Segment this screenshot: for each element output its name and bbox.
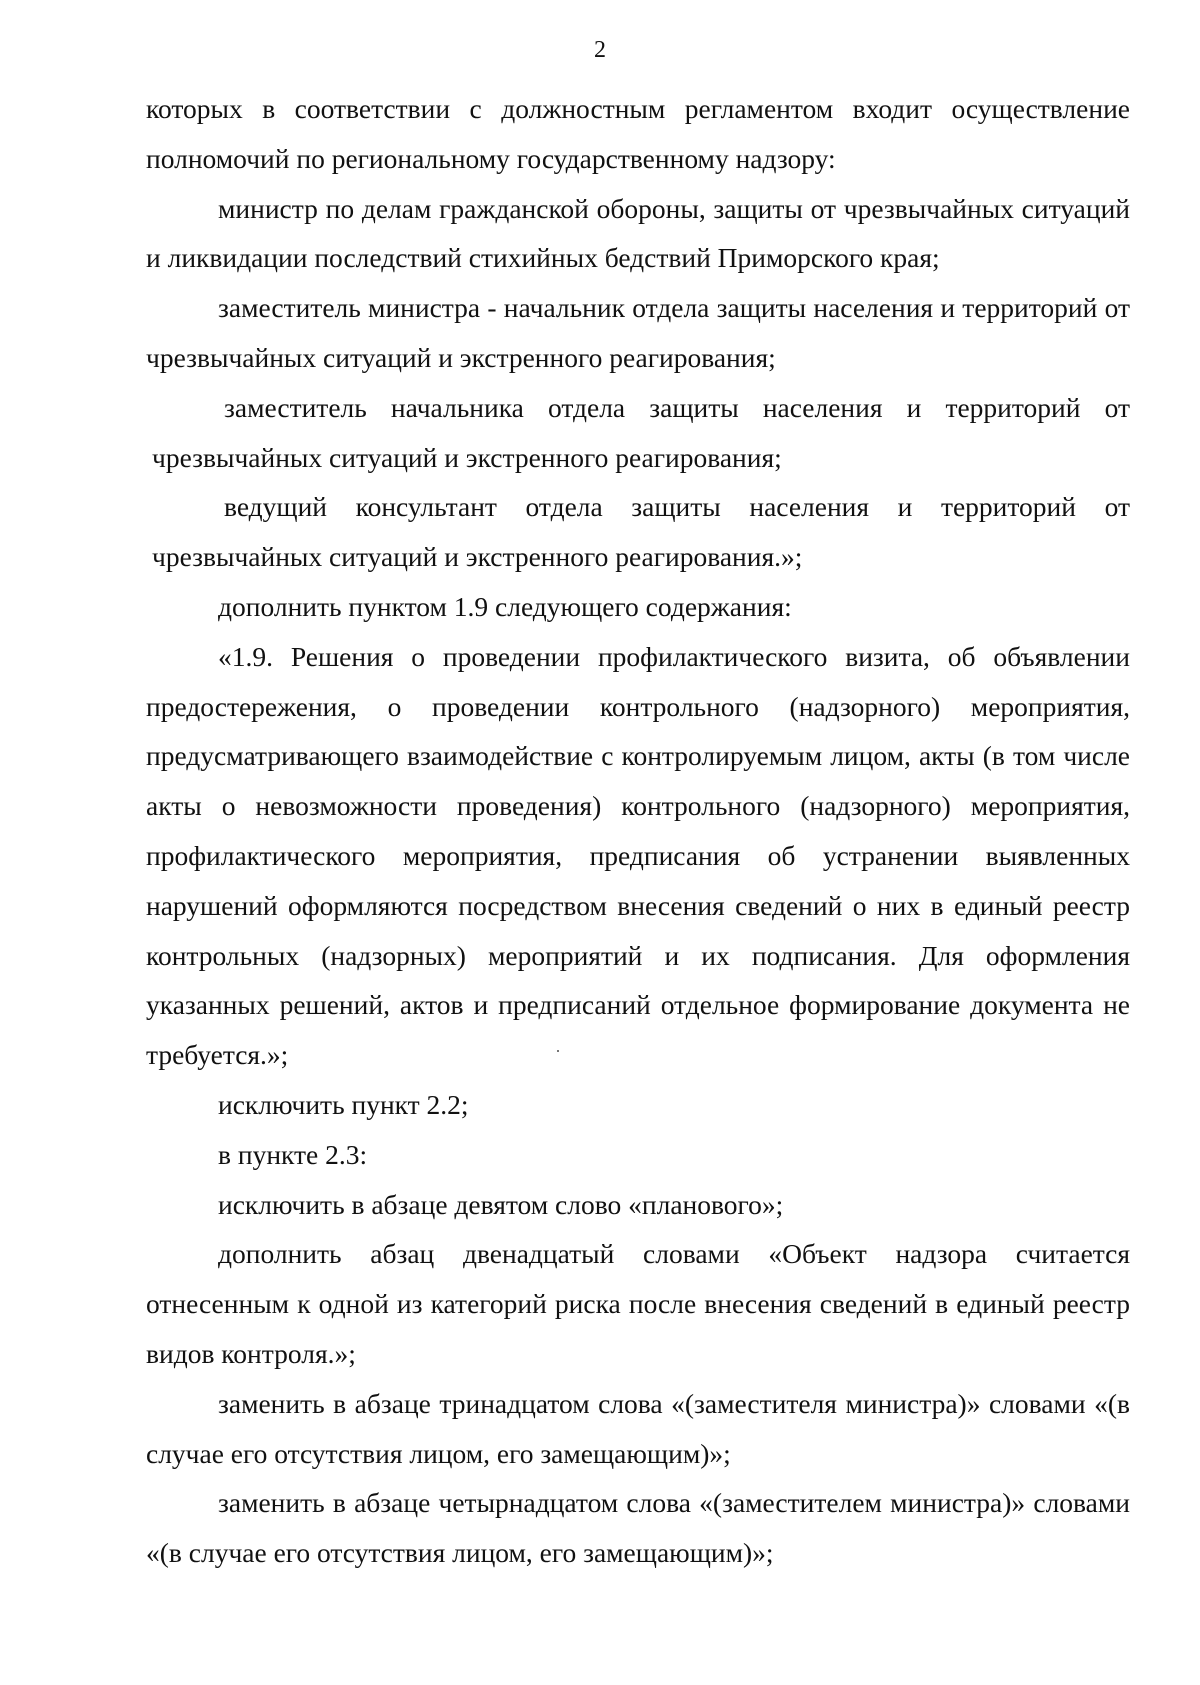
scan-speck xyxy=(557,1050,559,1052)
paragraph-lead-consultant: ведущий консультант отдела защиты населения и территорий от чрезвычайных ситуаций и экстренного реагирования.»; xyxy=(152,491,1130,573)
paragraph-add-twelfth: дополнить абзац двенадцатый словами «Объект надзора считается отнесенным к одной из категорий риска после внесения сведений в единый реестр видов контроля.»; xyxy=(146,1238,1130,1369)
paragraph-exclude-word: исключить в абзаце девятом слово «планового»; xyxy=(218,1188,784,1220)
paragraph-deputy-head: заместитель начальника отдела защиты населения и территорий от чрезвычайных ситуаций и экстренного реагирования; xyxy=(152,391,1130,473)
paragraph-deputy-minister: заместитель министра - начальник отдела защиты населения и территорий от чрезвычайных ситуаций и экстренного реагирования; xyxy=(146,292,1130,373)
page-number: 2 xyxy=(594,37,606,63)
paragraph-exclude-2-2: исключить пункт 2.2; xyxy=(218,1088,469,1120)
paragraph-add-item-1-9: дополнить пунктом 1.9 следующего содержания: xyxy=(218,590,792,622)
document-body xyxy=(146,84,1130,1578)
paragraph-item-2-3: в пункте 2.3: xyxy=(218,1138,368,1170)
paragraph-continuation: которых в соответствии с должностным регламентом входит осуществление полномочий по региональному государственному надзору: xyxy=(146,93,1130,174)
paragraph-replace-fourteenth: заменить в абзаце четырнадцатом слова «(заместителем министра)» словами «(в случае его отсутствия лицом, его замещающим)»; xyxy=(146,1487,1130,1569)
paragraph-replace-thirteenth: заменить в абзаце тринадцатом слова «(заместителя министра)» словами «(в случае его отсутствия лицом, его замещающим)»; xyxy=(146,1387,1130,1469)
paragraph-item-1-9: «1.9. Решения о проведении профилактического визита, об объявлении предостережения, о проведении контрольного (надзорного) мероприятия, предусматривающего взаимодействие с контролируемым лицом, акты (в том числе акты о невозможности проведения) контрольного (надзорного) мероприятия, профилактического мероприятия, предписания об устранении выявленных нарушений оформляются посредством внесения сведений о них в единый реестр контрольных (надзорных) мероприятий и их подписания. Для оформления указанных решений, актов и предписаний отдельное формирование документа не требуется.»; xyxy=(146,640,1130,1071)
paragraph-minister: министр по делам гражданской обороны, защиты от чрезвычайных ситуаций и ликвидации последствий стихийных бедствий Приморского края; xyxy=(146,192,1130,274)
